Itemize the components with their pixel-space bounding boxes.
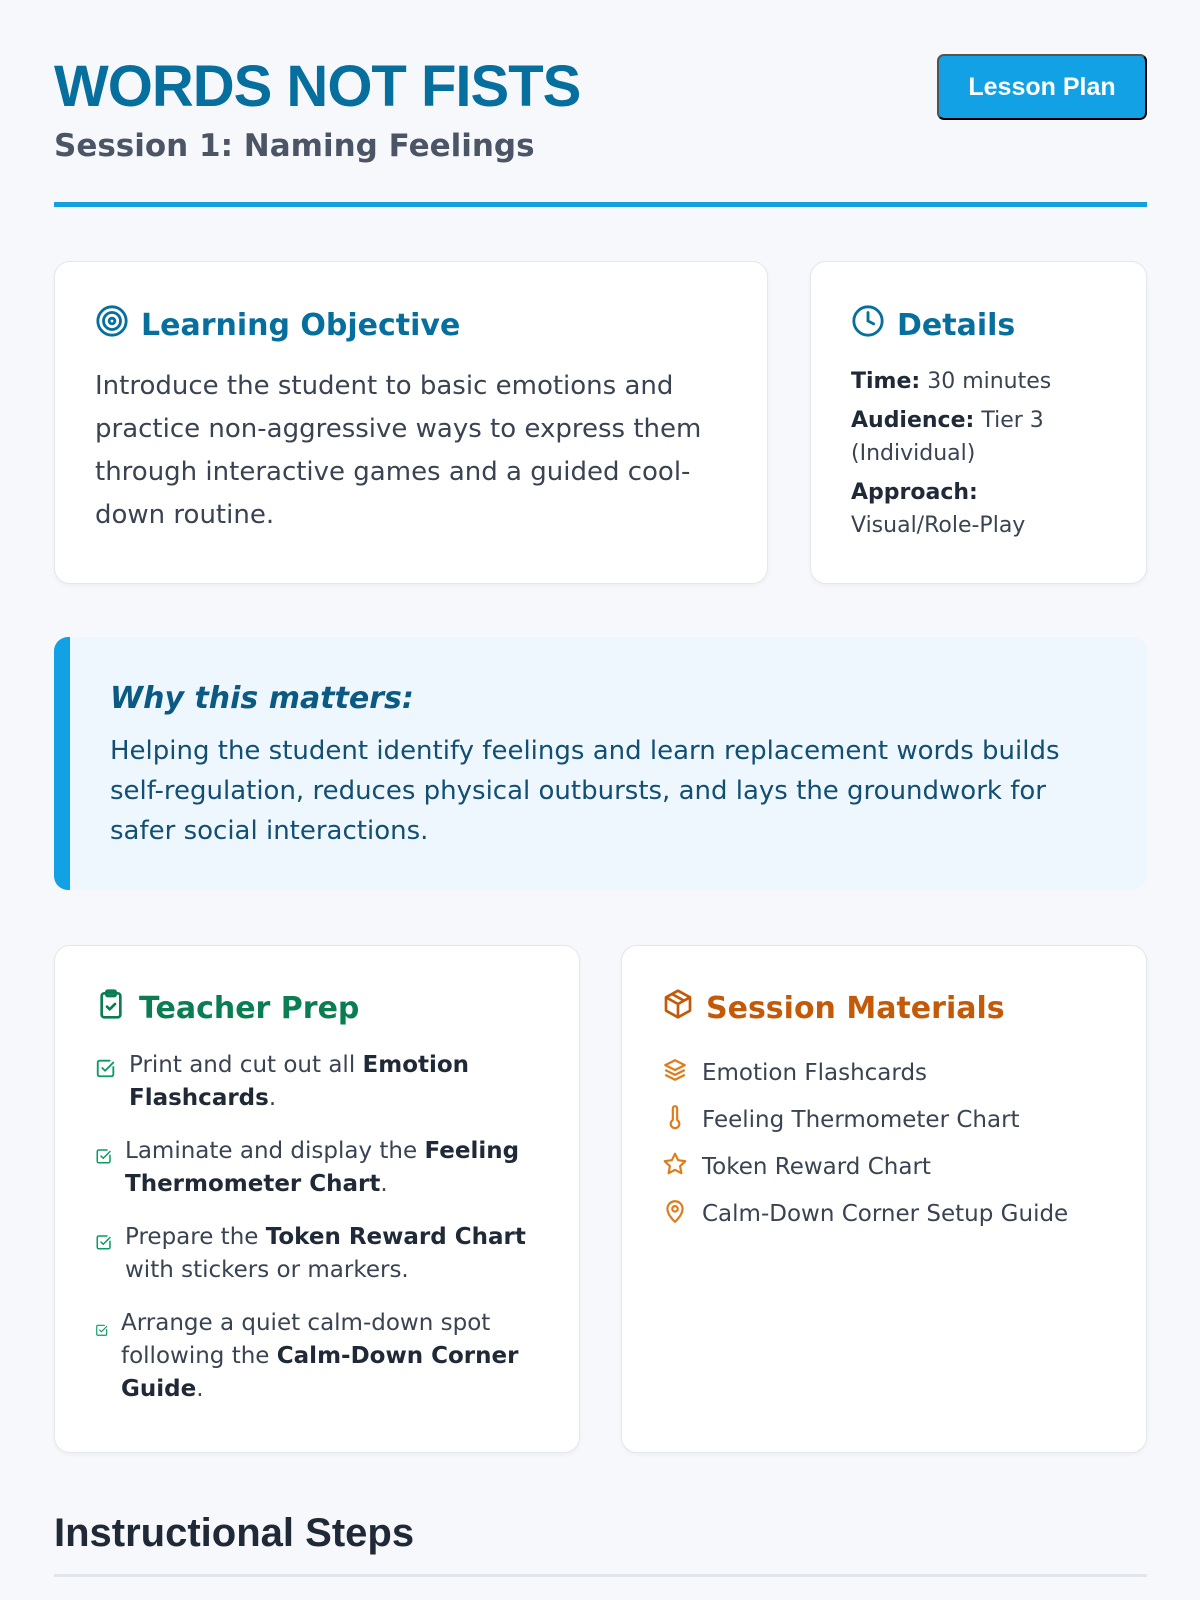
learning-objective-card bbox=[54, 261, 768, 584]
prep-item-text-start: Arrange a quiet calm-down spot following the bbox=[121, 1310, 491, 1369]
prep-item-highlight: Feeling Thermometer Chart bbox=[125, 1138, 520, 1197]
prep-item-text-end: . bbox=[268, 1085, 277, 1111]
details-heading bbox=[851, 304, 1106, 347]
prep-item bbox=[95, 1307, 539, 1406]
lesson-plan-button[interactable]: Lesson Plan bbox=[937, 54, 1147, 120]
prep-item-highlight: Calm-Down Corner Guide bbox=[121, 1343, 519, 1402]
material-item bbox=[662, 1143, 1106, 1190]
instructional-steps-heading: Instructional Steps bbox=[54, 1511, 415, 1555]
prep-item-text-start: Laminate and display the bbox=[125, 1138, 425, 1164]
details-card bbox=[810, 261, 1147, 584]
prep-item-text-end: . bbox=[196, 1376, 204, 1402]
learning-objective-title: Learning Objective bbox=[141, 307, 461, 343]
target-icon bbox=[95, 304, 129, 347]
learning-objective-text: Introduce the student to basic emotions and practice non-aggressive ways to express them through interactive games and a guided cool-down routine. bbox=[95, 371, 702, 530]
details-list bbox=[851, 365, 1106, 542]
session-subtitle: Session 1: Naming Feelings bbox=[54, 128, 535, 164]
detail-approach-value: Visual/Role-Play bbox=[851, 513, 1026, 538]
material-item bbox=[662, 1190, 1106, 1237]
detail-audience bbox=[851, 404, 1106, 470]
why-this-matters-callout bbox=[54, 637, 1147, 890]
detail-time bbox=[851, 365, 1106, 398]
star-icon bbox=[662, 1151, 688, 1183]
detail-time-value: 30 minutes bbox=[927, 369, 1052, 394]
material-item bbox=[662, 1049, 1106, 1096]
teacher-prep-title: Teacher Prep bbox=[139, 990, 360, 1026]
detail-time-label: Time: bbox=[851, 369, 921, 394]
detail-approach-label: Approach: bbox=[851, 480, 978, 505]
section-divider bbox=[54, 1574, 1147, 1577]
map-pin-icon bbox=[662, 1198, 688, 1230]
prep-item-highlight: Token Reward Chart bbox=[265, 1224, 526, 1250]
session-materials-heading bbox=[662, 988, 1106, 1029]
material-label: Emotion Flashcards bbox=[702, 1059, 928, 1086]
material-item bbox=[662, 1096, 1106, 1143]
page-header bbox=[54, 52, 1147, 207]
why-this-matters-title: Why this matters: bbox=[110, 681, 414, 716]
prep-item bbox=[95, 1135, 539, 1201]
prep-item-text-start: Prepare the bbox=[125, 1224, 266, 1250]
clock-icon bbox=[851, 304, 885, 347]
prep-item bbox=[95, 1221, 539, 1287]
session-materials-card bbox=[621, 945, 1147, 1453]
prep-item bbox=[95, 1049, 539, 1115]
detail-approach bbox=[851, 476, 1106, 542]
prep-item-text-end: with stickers or markers. bbox=[125, 1257, 409, 1283]
clipboard-check-icon bbox=[95, 988, 127, 1029]
checkbox-icon bbox=[95, 1314, 109, 1347]
material-label: Calm-Down Corner Setup Guide bbox=[702, 1200, 1069, 1227]
page-title: WORDS NOT FISTS bbox=[54, 54, 581, 119]
prep-item-text-start: Print and cut out all bbox=[129, 1052, 363, 1078]
session-materials-list bbox=[662, 1049, 1106, 1237]
prep-item-highlight: Emotion Flashcards bbox=[129, 1052, 470, 1111]
checkbox-icon bbox=[95, 1142, 113, 1175]
layers-icon bbox=[662, 1057, 688, 1089]
teacher-prep-list bbox=[95, 1049, 539, 1406]
why-this-matters-text: Helping the student identify feelings and learn replacement words builds self-regulation, reduces physical outbursts, and lays the groundwork for safer social interactions. bbox=[110, 736, 1060, 846]
checkbox-icon bbox=[95, 1228, 113, 1261]
session-materials-title: Session Materials bbox=[706, 990, 1005, 1026]
prep-item-text-end: . bbox=[380, 1171, 388, 1197]
thermometer-icon bbox=[662, 1104, 688, 1136]
prep-item-text bbox=[125, 1135, 539, 1201]
package-icon bbox=[662, 988, 694, 1029]
teacher-prep-card bbox=[54, 945, 580, 1453]
material-label: Token Reward Chart bbox=[702, 1153, 931, 1180]
learning-objective-heading bbox=[95, 304, 727, 347]
detail-audience-label: Audience: bbox=[851, 408, 975, 433]
prep-item-text bbox=[129, 1049, 539, 1115]
prep-item-text bbox=[121, 1307, 539, 1406]
checkbox-icon bbox=[95, 1056, 117, 1089]
teacher-prep-heading bbox=[95, 988, 539, 1029]
material-label: Feeling Thermometer Chart bbox=[702, 1106, 1020, 1133]
details-title: Details bbox=[897, 307, 1016, 343]
prep-item-text bbox=[125, 1221, 539, 1287]
detail-audience-value: Tier 3 (Individual) bbox=[851, 408, 1044, 466]
